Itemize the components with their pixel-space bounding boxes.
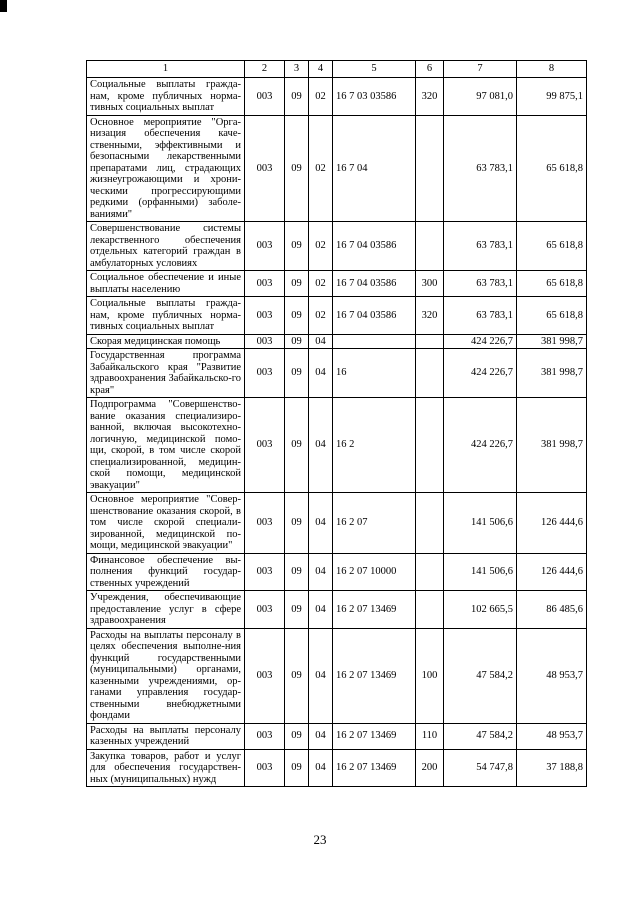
subsection-code-cell: 02 (309, 115, 333, 222)
table-row (87, 398, 587, 493)
grbs-code-cell: 003 (245, 115, 285, 222)
amount-year1-cell: 424 226,7 (444, 398, 517, 493)
expense-type-cell (416, 493, 444, 554)
subsection-code-cell: 04 (309, 334, 333, 349)
table-row (87, 493, 587, 554)
target-article-cell: 16 2 07 (333, 493, 416, 554)
header-row (87, 61, 587, 78)
row-name-cell: Расходы на выплаты персоналу казенных учреждений (87, 723, 245, 749)
table-row (87, 334, 587, 349)
amount-year1-cell: 424 226,7 (444, 334, 517, 349)
subsection-code-cell: 04 (309, 749, 333, 787)
expense-type-cell: 320 (416, 297, 444, 335)
row-name-cell: Скорая медицинская помощь (87, 334, 245, 349)
amount-year2-cell: 99 875,1 (517, 78, 587, 116)
subsection-code-cell: 02 (309, 297, 333, 335)
expense-type-cell (416, 553, 444, 591)
grbs-code-cell: 003 (245, 628, 285, 723)
amount-year1-cell: 97 081,0 (444, 78, 517, 116)
target-article-cell: 16 2 07 13469 (333, 628, 416, 723)
table-row (87, 749, 587, 787)
amount-year2-cell: 65 618,8 (517, 115, 587, 222)
amount-year1-cell: 54 747,8 (444, 749, 517, 787)
amount-year2-cell: 37 188,8 (517, 749, 587, 787)
section-code-cell: 09 (285, 349, 309, 398)
expense-type-cell: 320 (416, 78, 444, 116)
header-cell: 3 (285, 61, 309, 78)
expense-type-cell (416, 334, 444, 349)
amount-year2-cell: 381 998,7 (517, 334, 587, 349)
table-row (87, 349, 587, 398)
header-cell: 8 (517, 61, 587, 78)
amount-year2-cell: 126 444,6 (517, 493, 587, 554)
section-code-cell: 09 (285, 78, 309, 116)
target-article-cell: 16 2 07 13469 (333, 591, 416, 629)
subsection-code-cell: 04 (309, 349, 333, 398)
section-code-cell: 09 (285, 628, 309, 723)
table-row (87, 628, 587, 723)
target-article-cell: 16 7 04 03586 (333, 222, 416, 271)
row-name-cell: Социальные выплаты граждa-нам, кроме публичных норма-тивных социальных выплат (87, 78, 245, 116)
amount-year2-cell: 65 618,8 (517, 222, 587, 271)
row-name-cell: Социальные выплаты гражда-нам, кроме публичных норма-тивных социальных выплат (87, 297, 245, 335)
section-code-cell: 09 (285, 297, 309, 335)
amount-year2-cell: 381 998,7 (517, 349, 587, 398)
amount-year2-cell: 65 618,8 (517, 271, 587, 297)
row-name-cell: Финансовое обеспечение вы-полнения функций государ-ственных учреждений (87, 553, 245, 591)
header-cell: 2 (245, 61, 285, 78)
amount-year1-cell: 141 506,6 (444, 553, 517, 591)
subsection-code-cell: 02 (309, 222, 333, 271)
table-row (87, 553, 587, 591)
section-code-cell: 09 (285, 553, 309, 591)
amount-year1-cell: 63 783,1 (444, 222, 517, 271)
subsection-code-cell: 04 (309, 553, 333, 591)
corner-mark (0, 0, 7, 12)
row-name-cell: Расходы на выплаты персоналу в целях обеспечения выполне-ния функций государственными (муниципальными) органами, казенными учреждениями, ор-ганами управления государ-ственными внебюджетными фондами (87, 628, 245, 723)
page-number: 23 (313, 832, 327, 847)
amount-year1-cell: 424 226,7 (444, 349, 517, 398)
amount-year1-cell: 63 783,1 (444, 271, 517, 297)
grbs-code-cell: 003 (245, 222, 285, 271)
amount-year1-cell: 47 584,2 (444, 723, 517, 749)
table-row (87, 591, 587, 629)
table-row (87, 723, 587, 749)
amount-year2-cell: 48 953,7 (517, 723, 587, 749)
grbs-code-cell: 003 (245, 553, 285, 591)
section-code-cell: 09 (285, 723, 309, 749)
subsection-code-cell: 02 (309, 78, 333, 116)
section-code-cell: 09 (285, 493, 309, 554)
grbs-code-cell: 003 (245, 349, 285, 398)
header-cell: 4 (309, 61, 333, 78)
target-article-cell: 16 2 07 13469 (333, 723, 416, 749)
target-article-cell: 16 2 07 10000 (333, 553, 416, 591)
subsection-code-cell: 04 (309, 493, 333, 554)
amount-year1-cell: 47 584,2 (444, 628, 517, 723)
row-name-cell: Основное мероприятие "Совер-шенствование оказания скорой, в том числе скорой специали-зированной, медицинской по-мощи, медицинской эвакуации" (87, 493, 245, 554)
amount-year1-cell: 141 506,6 (444, 493, 517, 554)
header-cell: 1 (87, 61, 245, 78)
section-code-cell: 09 (285, 271, 309, 297)
target-article-cell: 16 2 (333, 398, 416, 493)
row-name-cell: Учреждения, обеспечивающие предоставление услуг в сфере здравоохранения (87, 591, 245, 629)
section-code-cell: 09 (285, 115, 309, 222)
grbs-code-cell: 003 (245, 749, 285, 787)
section-code-cell: 09 (285, 591, 309, 629)
header-cell: 5 (333, 61, 416, 78)
expense-type-cell (416, 591, 444, 629)
amount-year2-cell: 65 618,8 (517, 297, 587, 335)
table-row (87, 78, 587, 116)
target-article-cell: 16 7 04 03586 (333, 297, 416, 335)
grbs-code-cell: 003 (245, 334, 285, 349)
section-code-cell: 09 (285, 749, 309, 787)
expense-type-cell: 100 (416, 628, 444, 723)
row-name-cell: Социальное обеспечение и иные выплаты населению (87, 271, 245, 297)
table-row (87, 297, 587, 335)
amount-year1-cell: 63 783,1 (444, 115, 517, 222)
expense-type-cell (416, 349, 444, 398)
subsection-code-cell: 04 (309, 628, 333, 723)
row-name-cell: Подпрограмма "Совершенство-вание оказания специализиро-ванной, включая высокотехно-логичную, медицинской помо-щи, скорой, в том числе скорой специализированной, медицин-ской помощи, медицинской эвакуации" (87, 398, 245, 493)
target-article-cell: 16 7 04 03586 (333, 271, 416, 297)
grbs-code-cell: 003 (245, 493, 285, 554)
grbs-code-cell: 003 (245, 271, 285, 297)
expense-type-cell (416, 115, 444, 222)
expense-type-cell (416, 222, 444, 271)
subsection-code-cell: 02 (309, 271, 333, 297)
grbs-code-cell: 003 (245, 78, 285, 116)
amount-year2-cell: 48 953,7 (517, 628, 587, 723)
table-row (87, 271, 587, 297)
section-code-cell: 09 (285, 398, 309, 493)
subsection-code-cell: 04 (309, 398, 333, 493)
section-code-cell: 09 (285, 222, 309, 271)
target-article-cell: 16 (333, 349, 416, 398)
grbs-code-cell: 003 (245, 297, 285, 335)
row-name-cell: Основное мероприятие "Орга-низация обеспечения каче-ственными, эффективными и безопасными лекарственными препаратами лиц, страдающих жизнеугрожающими и хрони-ческими прогрессирующими редкими (орфанными) заболе-ваниями" (87, 115, 245, 222)
subsection-code-cell: 04 (309, 591, 333, 629)
header-cell: 6 (416, 61, 444, 78)
expense-type-cell: 300 (416, 271, 444, 297)
subsection-code-cell: 04 (309, 723, 333, 749)
amount-year2-cell: 126 444,6 (517, 553, 587, 591)
amount-year2-cell: 86 485,6 (517, 591, 587, 629)
target-article-cell (333, 334, 416, 349)
grbs-code-cell: 003 (245, 723, 285, 749)
row-name-cell: Совершенствование системы лекарственного обеспечения отдельных категорий граждан в амбулаторных условиях (87, 222, 245, 271)
grbs-code-cell: 003 (245, 591, 285, 629)
row-name-cell: Закупка товаров, работ и услуг для обеспечения государствен-ных (муниципальных) нужд (87, 749, 245, 787)
table-row (87, 115, 587, 222)
expense-type-cell: 200 (416, 749, 444, 787)
target-article-cell: 16 7 03 03586 (333, 78, 416, 116)
expense-type-cell (416, 398, 444, 493)
target-article-cell: 16 2 07 13469 (333, 749, 416, 787)
amount-year1-cell: 102 665,5 (444, 591, 517, 629)
expense-type-cell: 110 (416, 723, 444, 749)
row-name-cell: Государственная программа Забайкальского края "Развитие здравоохранения Забайкальско-го края" (87, 349, 245, 398)
amount-year2-cell: 381 998,7 (517, 398, 587, 493)
target-article-cell: 16 7 04 (333, 115, 416, 222)
amount-year1-cell: 63 783,1 (444, 297, 517, 335)
budget-table (86, 60, 587, 787)
table-row (87, 222, 587, 271)
header-cell: 7 (444, 61, 517, 78)
grbs-code-cell: 003 (245, 398, 285, 493)
section-code-cell: 09 (285, 334, 309, 349)
